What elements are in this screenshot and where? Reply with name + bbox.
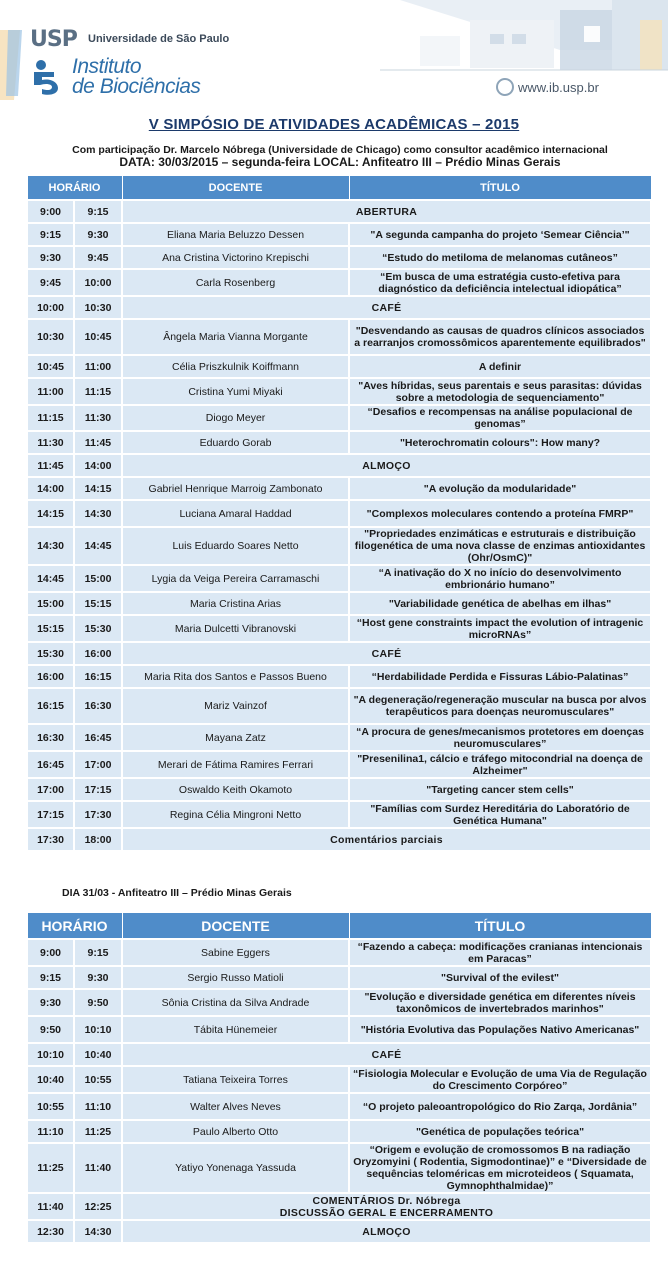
start-time: 9:15 [27,966,74,989]
table-row [27,527,651,565]
table-row [27,296,651,319]
start-time: 14:15 [27,500,74,527]
start-time: 11:40 [27,1193,74,1220]
talk-title: "Propriedades enzimáticas e estruturais e distribuição filogenética de uma nova classe de enzimas antioxidantes (Ohr/OsmC)" [349,527,651,565]
speaker-name: Mayana Zatz [122,724,349,751]
table-row [27,246,651,269]
end-time: 11:00 [74,355,122,378]
start-time: 17:30 [27,828,74,851]
speaker-name: Mariz Vainzof [122,688,349,724]
speaker-name: Paulo Alberto Otto [122,1120,349,1143]
speaker-name: Maria Rita dos Santos e Passos Bueno [122,665,349,688]
speaker-name: Lygia da Veiga Pereira Carramaschi [122,565,349,592]
talk-title: "A evolução da modularidade" [349,477,651,500]
speaker-name: Eduardo Gorab [122,431,349,454]
speaker-name: Ângela Maria Vianna Morgante [122,319,349,355]
table-row [27,724,651,751]
speaker-name: Diogo Meyer [122,405,349,431]
end-time: 15:00 [74,565,122,592]
talk-title: "Survival of the evilest" [349,966,651,989]
speaker-name: Luciana Amaral Haddad [122,500,349,527]
start-time: 9:30 [27,989,74,1016]
table-row [27,1143,651,1193]
talk-title: "Evolução e diversidade genética em diferentes níveis taxonômicos de invertebrados marinhos" [349,989,651,1016]
start-time: 16:45 [27,751,74,778]
end-time: 10:55 [74,1066,122,1093]
table-row [27,1016,651,1043]
start-time: 10:10 [27,1043,74,1066]
talk-title: "Heterochromatin colours": How many? [349,431,651,454]
start-time: 15:15 [27,615,74,642]
page-title: V SIMPÓSIO DE ATIVIDADES ACADÊMICAS – 2015 [148,116,520,133]
session-label: CAFÉ [122,1043,651,1066]
table-row [27,200,651,223]
end-time: 9:15 [74,200,122,223]
start-time: 9:15 [27,223,74,246]
speaker-name: Sônia Cristina da Silva Andrade [122,989,349,1016]
end-time: 9:50 [74,989,122,1016]
table-row [27,1193,651,1220]
end-time: 16:45 [74,724,122,751]
talk-title: A definir [349,355,651,378]
start-time: 14:30 [27,527,74,565]
table-row [27,828,651,851]
speaker-name: Eliana Maria Beluzzo Dessen [122,223,349,246]
start-time: 10:40 [27,1066,74,1093]
start-time: 15:00 [27,592,74,615]
header-title: TÍTULO [349,913,651,940]
table-row [27,319,651,355]
end-time: 15:15 [74,592,122,615]
table-row [27,1066,651,1093]
talk-title: “O projeto paleoantropológico do Rio Zarqa, Jordânia” [349,1093,651,1120]
table-row [27,405,651,431]
talk-title: “A procura de genes/mecanismos protetores em doenças neuromusculares” [349,724,651,751]
end-time: 14:45 [74,527,122,565]
start-time: 14:45 [27,565,74,592]
end-time: 16:30 [74,688,122,724]
start-time: 10:55 [27,1093,74,1120]
talk-title: "Genética de populações teórica" [349,1120,651,1143]
end-time: 9:30 [74,966,122,989]
end-time: 10:30 [74,296,122,319]
speaker-name: Carla Rosenberg [122,269,349,296]
speaker-name: Gabriel Henrique Marroig Zambonato [122,477,349,500]
end-time: 15:30 [74,615,122,642]
speaker-name: Célia Priszkulnik Koiffmann [122,355,349,378]
table-header-row [27,913,651,940]
subtitle-participation: Com participação Dr. Marcelo Nóbrega (Universidade de Chicago) como consultor acadêmico internacional [72,144,608,156]
table-row [27,966,651,989]
talk-title: “Fisiologia Molecular e Evolução de uma Via de Regulação do Crescimento Corpóreo” [349,1066,651,1093]
table-row [27,801,651,828]
session-label: CAFÉ [122,642,651,665]
talk-title: “A inativação do X no início do desenvolvimento embrionário humano” [349,565,651,592]
talk-title: “Estudo do metiloma de melanomas cutâneos” [349,246,651,269]
table-row [27,642,651,665]
header-speaker: DOCENTE [122,176,349,201]
end-time: 17:30 [74,801,122,828]
start-time: 11:30 [27,431,74,454]
globe-icon [496,78,514,96]
speaker-name: Yatiyo Yonenaga Yassuda [122,1143,349,1193]
speaker-name: Maria Cristina Arias [122,592,349,615]
start-time: 16:15 [27,688,74,724]
talk-title: "Desvendando as causas de quadros clínicos associados a rearranjos cromossômicos aparentemente equilibrados" [349,319,651,355]
speaker-name: Luis Eduardo Soares Netto [122,527,349,565]
start-time: 9:50 [27,1016,74,1043]
start-time: 17:00 [27,778,74,801]
institute-name-line1: Instituto [72,55,142,78]
table-row [27,565,651,592]
talk-title: “Em busca de uma estratégia custo-efetiva para diagnóstico da deficiência intelectual idiopática” [349,269,651,296]
table-row [27,615,651,642]
start-time: 9:30 [27,246,74,269]
table-row [27,269,651,296]
page-header [0,0,668,110]
talk-title: “Desafios e recompensas na análise populacional de genomas” [349,405,651,431]
start-time: 11:25 [27,1143,74,1193]
speaker-name: Regina Célia Mingroni Netto [122,801,349,828]
day2-heading: DIA 31/03 - Anfiteatro III – Prédio Minas Gerais [62,887,292,899]
start-time: 14:00 [27,477,74,500]
end-time: 14:30 [74,1220,122,1243]
end-time: 10:10 [74,1016,122,1043]
speaker-name: Ana Cristina Victorino Krepischi [122,246,349,269]
start-time: 16:00 [27,665,74,688]
header-time: HORÁRIO [27,913,122,940]
start-time: 11:00 [27,378,74,405]
speaker-name: Merari de Fátima Ramires Ferrari [122,751,349,778]
table-row [27,665,651,688]
end-time: 16:00 [74,642,122,665]
talk-title: "Variabilidade genética de abelhas em ilhas" [349,592,651,615]
talk-title: "Presenilina1, cálcio e tráfego mitocondrial na doença de Alzheimer" [349,751,651,778]
ib-logo-icon [30,56,66,96]
end-time: 10:45 [74,319,122,355]
institute-url[interactable]: www.ib.usp.br [518,80,599,95]
end-time: 11:25 [74,1120,122,1143]
start-time: 11:10 [27,1120,74,1143]
end-time: 10:00 [74,269,122,296]
table-row [27,1120,651,1143]
end-time: 11:30 [74,405,122,431]
start-time: 12:30 [27,1220,74,1243]
speaker-name: Walter Alves Neves [122,1093,349,1120]
start-time: 11:45 [27,454,74,477]
table-row [27,1220,651,1243]
table-row [27,989,651,1016]
talk-title: "Famílias com Surdez Hereditária do Laboratório de Genética Humana" [349,801,651,828]
talk-title: "A segunda campanha do projeto ‘Semear Ciência’" [349,223,651,246]
day1-schedule-table [26,175,652,852]
start-time: 15:30 [27,642,74,665]
session-label: ALMOÇO [122,454,651,477]
end-time: 9:30 [74,223,122,246]
session-label: CAFÉ [122,296,651,319]
table-row [27,751,651,778]
table-row [27,454,651,477]
start-time: 9:45 [27,269,74,296]
table-row [27,1043,651,1066]
end-time: 9:15 [74,939,122,966]
table-row [27,477,651,500]
end-time: 11:15 [74,378,122,405]
talk-title: "História Evolutiva das Populações Nativo Americanas" [349,1016,651,1043]
institute-name-line2: de Biociências [72,75,201,98]
start-time: 10:30 [27,319,74,355]
talk-title: “Host gene constraints impact the evolution of intragenic microRNAs” [349,615,651,642]
speaker-name: Cristina Yumi Miyaki [122,378,349,405]
table-row [27,500,651,527]
table-row [27,223,651,246]
end-time: 12:25 [74,1193,122,1220]
table-row [27,939,651,966]
usp-name: Universidade de São Paulo [88,33,230,45]
usp-logo [30,27,230,52]
end-time: 17:15 [74,778,122,801]
talk-title: "Targeting cancer stem cells" [349,778,651,801]
end-time: 14:00 [74,454,122,477]
header-speaker: DOCENTE [122,913,349,940]
day2-schedule-table [26,912,652,1244]
table-row [27,592,651,615]
table-row [27,1093,651,1120]
end-time: 11:45 [74,431,122,454]
speaker-name: Tábita Hünemeier [122,1016,349,1043]
table-row [27,355,651,378]
end-time: 16:15 [74,665,122,688]
speaker-name: Oswaldo Keith Okamoto [122,778,349,801]
start-time: 11:15 [27,405,74,431]
day1-schedule-body [27,200,651,851]
start-time: 10:00 [27,296,74,319]
session-label: COMENTÁRIOS Dr. Nóbrega DISCUSSÃO GERAL E ENCERRAMENTO [122,1193,651,1220]
end-time: 11:10 [74,1093,122,1120]
header-time: HORÁRIO [27,176,122,201]
day2-schedule-body [27,939,651,1243]
talk-title: "A degeneração/regeneração muscular na busca por alvos terapêuticos para doenças neuromusculares" [349,688,651,724]
end-time: 14:15 [74,477,122,500]
table-row [27,778,651,801]
talk-title: “Fazendo a cabeça: modificações cranianas intencionais em Paracas” [349,939,651,966]
table-row [27,378,651,405]
start-time: 16:30 [27,724,74,751]
talk-title: "Aves híbridas, seus parentais e seus parasitas: dúvidas sobre a metodologia de sequenciamento" [349,378,651,405]
session-label: Comentários parciais [122,828,651,851]
speaker-name: Sabine Eggers [122,939,349,966]
subtitle-date-location: DATA: 30/03/2015 – segunda-feira LOCAL: Anfiteatro III – Prédio Minas Gerais [119,155,561,169]
start-time: 10:45 [27,355,74,378]
end-time: 10:40 [74,1043,122,1066]
header-title: TÍTULO [349,176,651,201]
start-time: 17:15 [27,801,74,828]
talk-title: “Origem e evolução de cromossomos B na radiação Oryzomyini ( Rodentia, Sigmodontinae)” e “Diversidade de sequências teloméricas em microteideos ( Squamata, Gymnophthalmidae)” [349,1143,651,1193]
start-time: 9:00 [27,939,74,966]
session-label: ALMOÇO [122,1220,651,1243]
start-time: 9:00 [27,200,74,223]
end-time: 17:00 [74,751,122,778]
usp-letters: USP [30,27,77,52]
table-header-row [27,176,651,201]
speaker-name: Maria Dulcetti Vibranovski [122,615,349,642]
end-time: 11:40 [74,1143,122,1193]
table-row [27,688,651,724]
talk-title: "Complexos moleculares contendo a proteína FMRP" [349,500,651,527]
end-time: 9:45 [74,246,122,269]
talk-title: “Herdabilidade Perdida e Fissuras Lábio-Palatinas” [349,665,651,688]
end-time: 14:30 [74,500,122,527]
speaker-name: Sergio Russo Matioli [122,966,349,989]
end-time: 18:00 [74,828,122,851]
table-row [27,431,651,454]
speaker-name: Tatiana Teixeira Torres [122,1066,349,1093]
session-label: ABERTURA [122,200,651,223]
